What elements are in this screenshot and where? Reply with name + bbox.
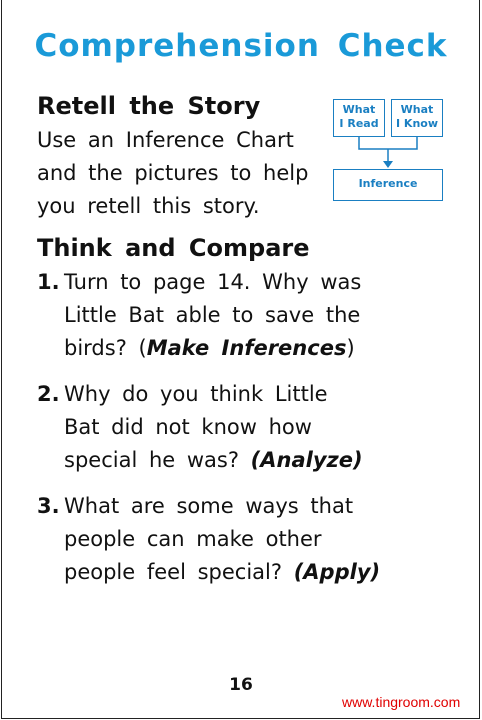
question-number: 2. (37, 382, 60, 406)
inference-box: Inference (333, 169, 443, 201)
page-title: Comprehension Check (34, 28, 448, 64)
skill-label: (Apply) (293, 560, 381, 584)
retell-line: you retell this story. (37, 194, 260, 218)
inference-chart (333, 99, 443, 201)
retell-line: Use an Inference Chart (37, 128, 294, 152)
what-i-read-box: What I Read (333, 99, 385, 137)
question-2: 2. Why do you think Little Bat did not know how special he was? (Analyze) (37, 378, 377, 477)
chart-arrow-icon (333, 137, 443, 171)
question-3: 3. What are some ways that people can make other people feel special? (Apply) (37, 490, 377, 589)
question-number: 1. (37, 270, 60, 294)
skill-label: Make Inferences (146, 336, 347, 360)
think-compare-heading: Think and Compare (37, 234, 310, 262)
retell-heading: Retell the Story (37, 92, 261, 120)
question-number: 3. (37, 494, 60, 518)
page-number: 16 (229, 675, 253, 695)
retell-instructions (37, 124, 308, 223)
what-i-know-box: What I Know (391, 99, 443, 137)
question-1: 1. Turn to page 14. Why was Little Bat able to save the birds? (Make Inferences) (37, 266, 377, 365)
watermark-link[interactable]: www.tingroom.com (342, 694, 461, 710)
skill-label: (Analyze) (250, 448, 363, 472)
retell-line: and the pictures to help (37, 161, 309, 185)
